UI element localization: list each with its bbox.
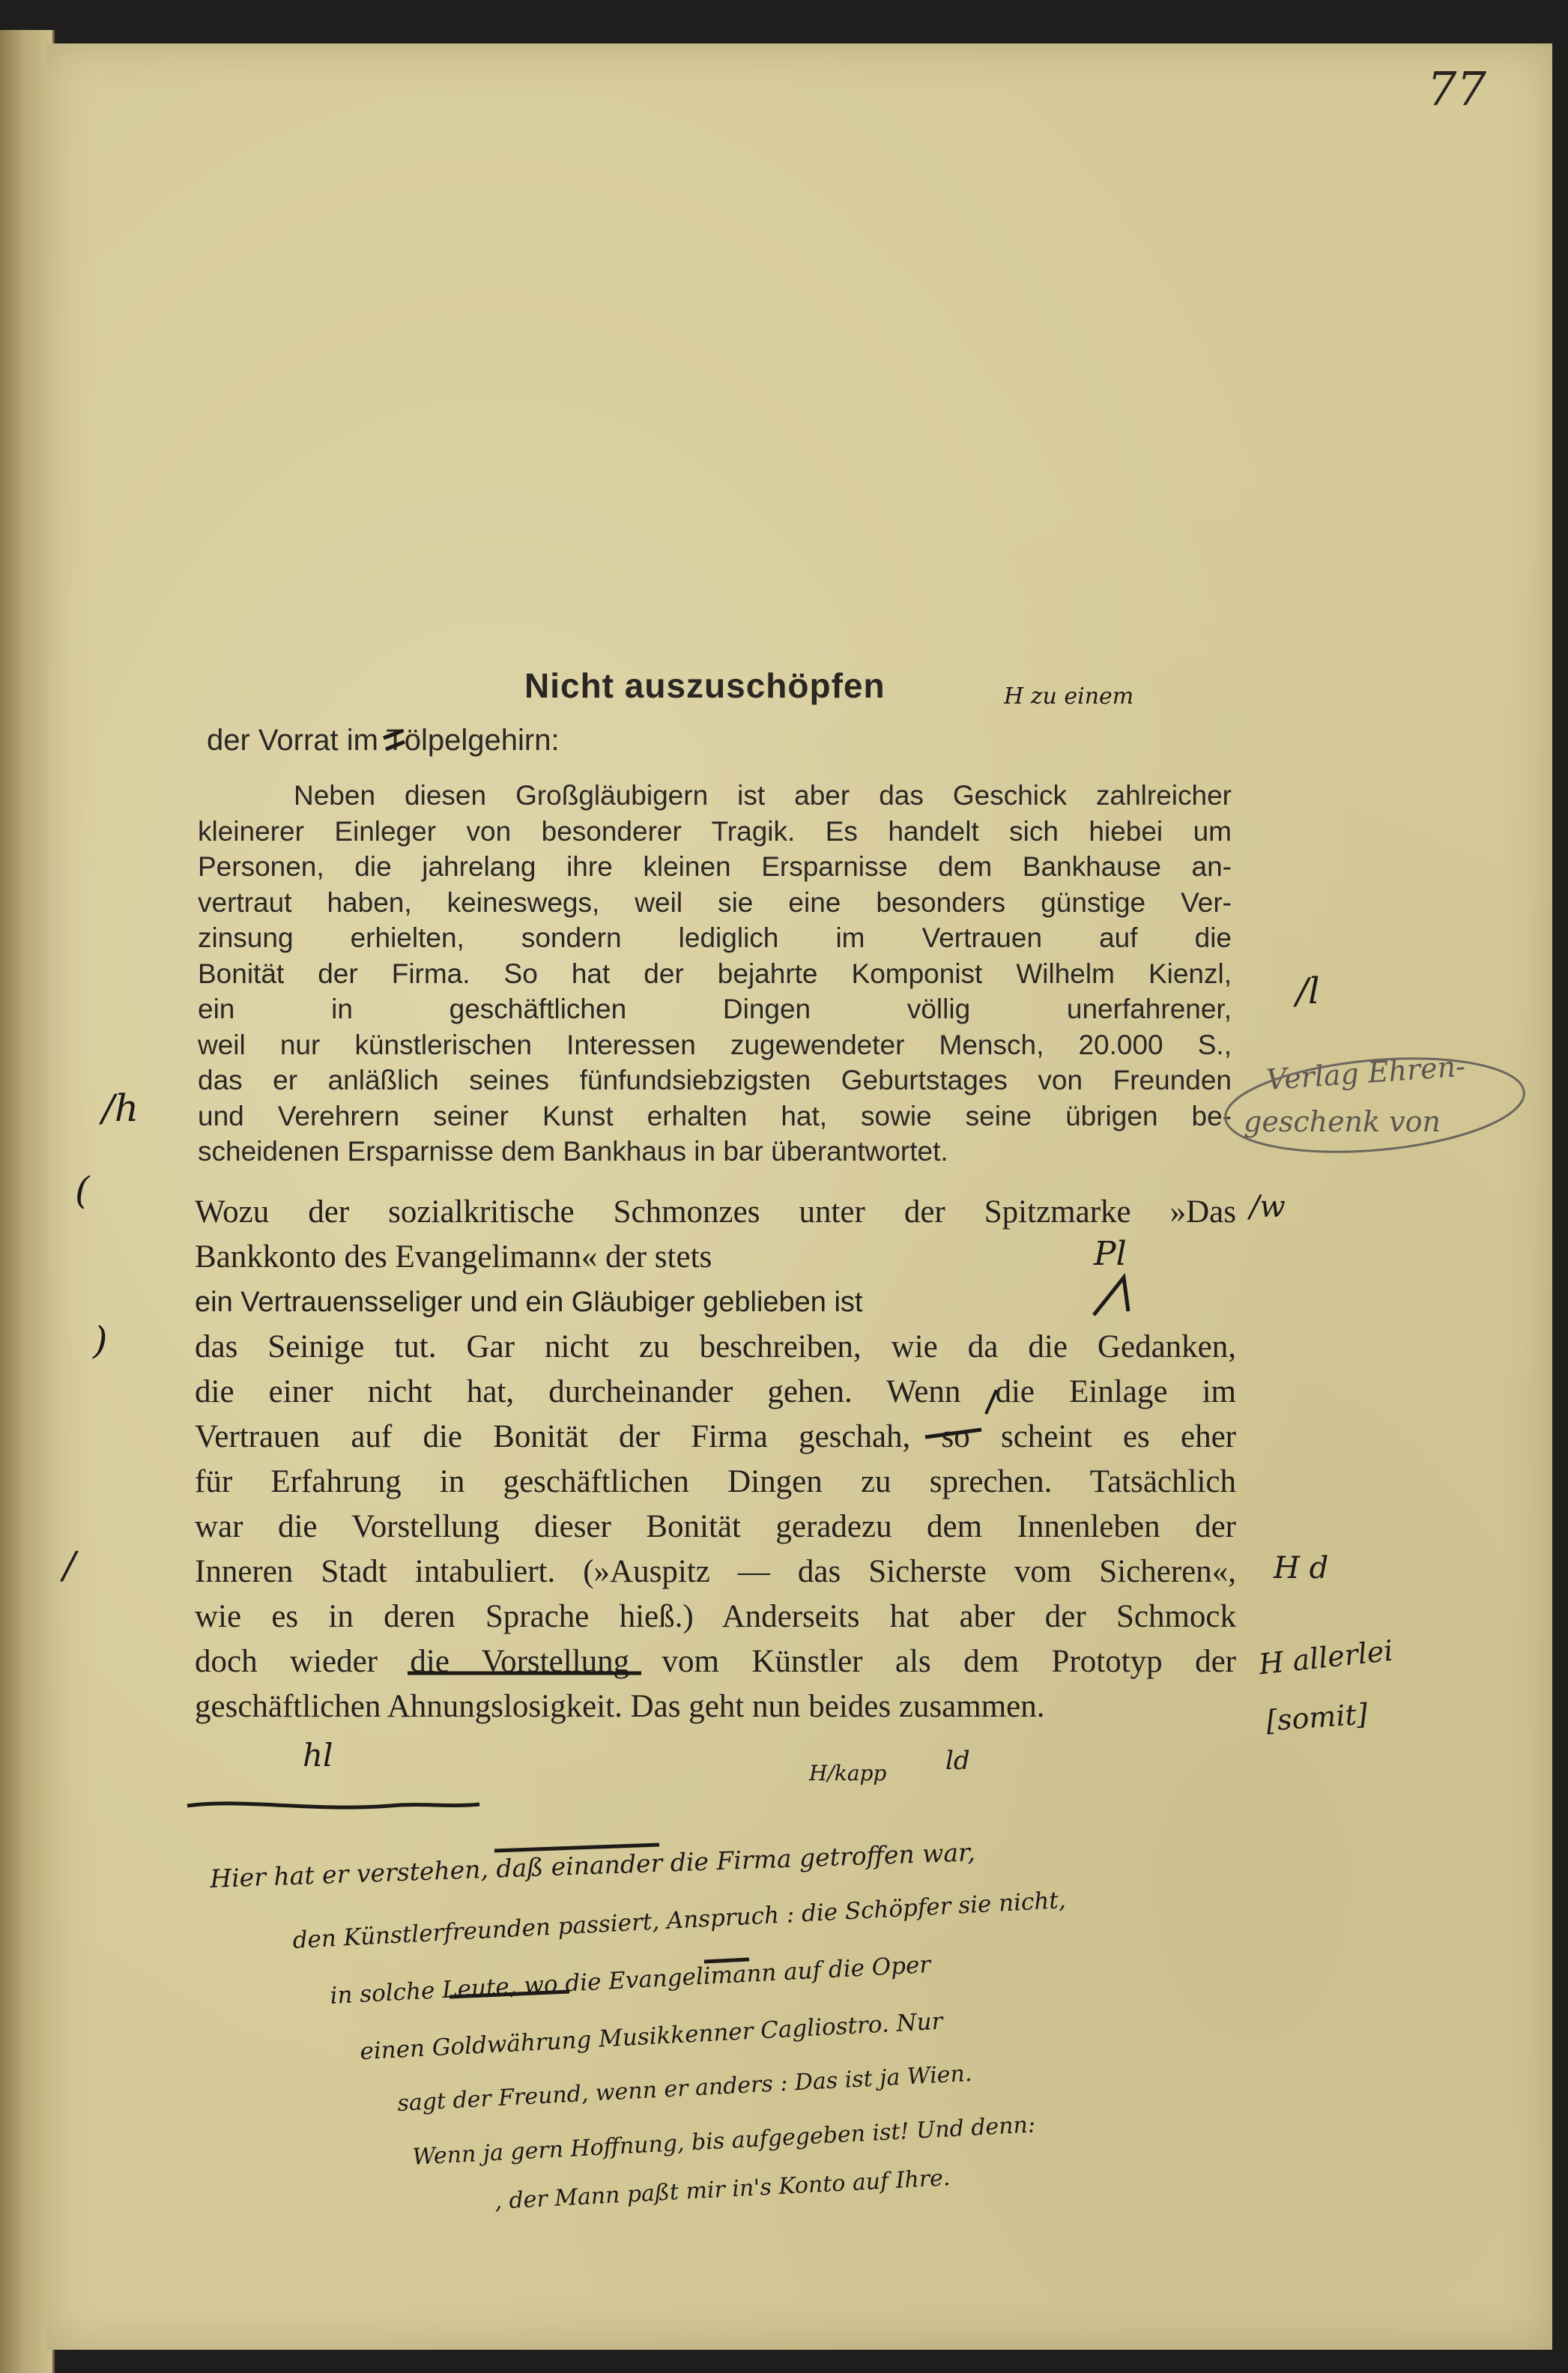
quote-line: zinsung erhielten, sondern lediglich im Vertrauen auf die xyxy=(198,922,1232,953)
body-line: für Erfahrung in geschäftlichen Dingen zu sprechen. Tatsächlich xyxy=(195,1464,1236,1499)
margin-note-left: /h xyxy=(102,1086,139,1130)
article-subtitle: der Vorrat im Tölpelgehirn: xyxy=(207,724,560,757)
margin-note-right: [somit] xyxy=(1265,1697,1369,1738)
handwritten-note-line: in solche Leute, wo die Evangelimann auf die Oper xyxy=(329,1951,932,2010)
quote-line: kleinerer Einleger von besonderer Tragik. Es handelt sich hiebei um xyxy=(198,815,1232,847)
margin-note-left: ) xyxy=(93,1319,108,1362)
handwritten-note-line: , der Mann paßt mir in's Konto auf Ihre. xyxy=(494,2165,951,2215)
quote-line: das er anläßlich seines fünfundsiebzigsten Geburtstages von Freunden xyxy=(198,1065,1232,1095)
margin-note-right: Pl xyxy=(1094,1235,1127,1273)
margin-note-right: Verlag Ehren- xyxy=(1265,1049,1467,1097)
quote-line: Bonität der Firma. So hat der bejahrte Komponist Wilhelm Kienzl, xyxy=(198,958,1232,989)
margin-note-left: ( xyxy=(75,1169,90,1212)
margin-note-right: H zu einem xyxy=(1004,683,1134,710)
margin-note-right: /w xyxy=(1250,1190,1286,1224)
quote-line: vertraut haben, keineswegs, weil sie eine besonders günstige Ver- xyxy=(198,886,1232,918)
inline-note: H/kapp xyxy=(809,1761,887,1786)
body-line: Inneren Stadt intabuliert. (»Auspitz — das Sicherste vom Sicheren«, xyxy=(195,1554,1236,1589)
margin-note-left: / xyxy=(63,1544,76,1587)
quote-line: Neben diesen Großgläubigern ist aber das Geschick zahlreicher xyxy=(294,780,1232,811)
quote-line: scheidenen Ersparnisse dem Bankhaus in bar überantwortet. xyxy=(198,1136,948,1167)
quote-line: und Verehrern seiner Kunst erhalten hat, sowie seine übrigen be- xyxy=(198,1100,1232,1131)
handwritten-note-line: einen Goldwährung Musikkenner Cagliostro. Nur xyxy=(359,2007,944,2066)
handwritten-note-line: Wenn ja gern Hoffnung, bis aufgegeben ist! Und denn: xyxy=(411,2111,1036,2171)
article-title: Nicht auszuschöpfen xyxy=(524,666,886,705)
body-line: Bankkonto des Evangelimann« der stets xyxy=(195,1239,712,1275)
body-line: Vertrauen auf die Bonität der Firma geschah, so scheint es eher xyxy=(195,1419,1236,1454)
inline-note: ld xyxy=(945,1746,970,1776)
quote-line: Personen, die jahrelang ihre kleinen Ersparnisse dem Bankhause an- xyxy=(198,851,1232,882)
margin-note-right: geschenk von xyxy=(1244,1105,1441,1138)
quote-line: ein in geschäftlichen Dingen völlig unerfahrener, xyxy=(198,994,1232,1024)
body-line: Wozu der sozialkritische Schmonzes unter der Spitzmarke »Das xyxy=(195,1194,1236,1230)
body-line: das Seinige tut. Gar nicht zu beschreiben, wie da die Gedanken, xyxy=(195,1329,1236,1364)
margin-note-right: H d xyxy=(1274,1551,1329,1585)
quote-line: weil nur künstlerischen Interessen zugewendeter Mensch, 20.000 S., xyxy=(198,1029,1232,1060)
inline-note: hl xyxy=(303,1737,333,1774)
handwritten-note-line: sagt der Freund, wenn er anders : Das ist ja Wien. xyxy=(396,2060,973,2117)
body-line: die einer nicht hat, durcheinander gehen. Wenn die Einlage im xyxy=(195,1374,1236,1409)
page-number: 77 xyxy=(1427,61,1486,116)
handwritten-note-line: Hier hat er verstehen, daß einander die Firma getroffen war, xyxy=(209,1837,976,1893)
handwritten-note-line: den Künstlerfreunden passiert, Anspruch : die Schöpfer sie nicht, xyxy=(291,1886,1067,1955)
margin-note-right: H allerlei xyxy=(1257,1633,1395,1681)
body-line: geschäftlichen Ahnungslosigkeit. Das geht nun beides zusammen. xyxy=(195,1689,1045,1724)
margin-note-right: /l xyxy=(1296,970,1320,1012)
body-line: war die Vorstellung dieser Bonität geradezu dem Innenleben der xyxy=(195,1509,1236,1544)
body-line: doch wieder die Vorstellung vom Künstler als dem Prototyp der xyxy=(195,1644,1236,1679)
body-line: ein Vertrauensseliger und ein Gläubiger geblieben ist xyxy=(195,1287,863,1318)
body-line: wie es in deren Sprache hieß.) Anderseits hat aber der Schmock xyxy=(195,1599,1236,1634)
